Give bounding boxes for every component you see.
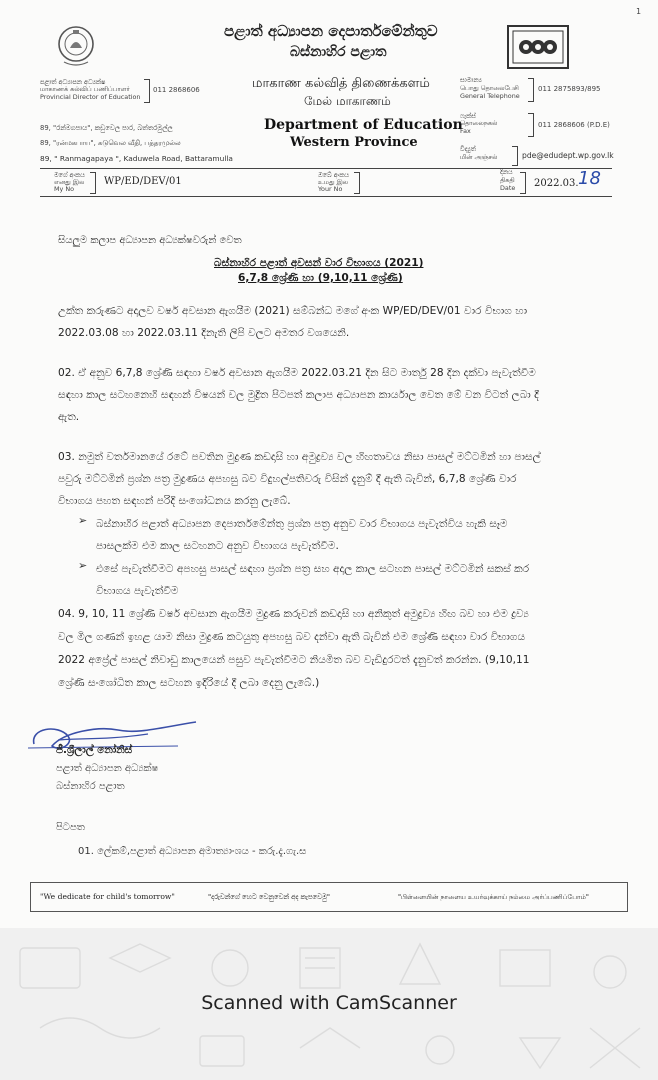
bullet-arrow-icon: ➢ <box>78 559 88 572</box>
general-phone-label-ta: பொது தொலைபேசி <box>460 84 519 92</box>
paragraph-4-line-2: වල මිල ගණන් ඉහළ යාම නිසා මුද්‍රණ කටයුතු අපහසු බව දන්වා ඇති බැවින් එම ශ්‍රේණි සඳහා වාර විභාගය <box>58 631 526 643</box>
date-bracket <box>520 172 526 194</box>
my-no-bracket <box>90 172 96 194</box>
your-no-label-si: ඔබේ අංකය <box>318 171 350 179</box>
general-phone-label-si: සාමාන්‍ය <box>460 76 482 84</box>
address-tamil: 89, "ரன்மகபாய", கடுவெல வீதி, பத்தரமுல்ல <box>40 139 181 147</box>
paragraph-4-line-1: 04. 9, 10, 11 ශ්‍රේණි වර්ෂ අවසාන ඇගයීම මුද්‍රණ කරුවන් කඩදාසි හා අනිකුත් අමුද්‍රව්‍ය හිඟ බව හා එම ද්‍රව්‍ය <box>58 608 529 620</box>
org-title-sinhala: පළාත් අධ්‍යාපන දෙපාර්තමේන්තුව <box>224 22 438 40</box>
your-no-bracket <box>354 172 360 194</box>
date-label-si: දිනය <box>500 168 513 176</box>
email-label-si: විද්‍යුත් <box>460 145 476 153</box>
bullet-2-line-1: එසේ පැවැත්වීමට අපහසු පාසල් සඳහා ප්‍රශ්න පත්‍ර සහ අදාල කාල සටහන පාසල් මට්ටමින් සකස් කර <box>96 563 530 575</box>
my-no-label-si: මගේ අංකය <box>54 171 85 179</box>
addressee: සියලුම කලාප අධ්‍යාපන අධ්‍යක්ෂවරුන් වෙත <box>58 235 242 246</box>
motto-english: "We dedicate for child's tomorrow" <box>40 892 175 901</box>
general-phone-label-en: General Telephone <box>460 92 520 100</box>
paragraph-1-line-2: 2022.03.08 හා 2022.03.11 දිනැති ලිපි වලට අමතර වශයෙනි. <box>58 327 350 339</box>
paragraph-2-line-1: 02. ඒ අනුව 6,7,8 ශ්‍රේණි සඳහා වර්ෂ අවසාන ඇගයීම 2022.03.21 දින සිට මාර්තු 28 දින දක්වා පැවැත්වීම <box>58 367 536 379</box>
address-english: 89, " Ranmagapaya ", Kaduwela Road, Battaramulla <box>40 154 233 163</box>
date-handwritten: 18 <box>578 168 601 189</box>
org-title-tamil: மாகாண கல்வித் திணைக்களம் <box>252 76 430 91</box>
subject-line-2: 6,7,8 ශ්‍රේණි හා (9,10,11 ශ්‍රේණි) <box>238 272 403 284</box>
fax-label-si: ෆැක්ස් <box>460 112 476 120</box>
email-bracket <box>512 146 518 166</box>
fax-bracket <box>528 113 534 137</box>
signatory-title: පළාත් අධ්‍යාපන අධ්‍යක්ෂ <box>56 763 159 774</box>
camscanner-watermark: Scanned with CamScanner <box>201 992 457 1014</box>
fax-label-ta: தொலைநகல் <box>460 119 498 127</box>
date-label-ta: திகதி <box>500 176 515 184</box>
fax-label-en: Fax <box>460 127 471 135</box>
email-address: pde@edudept.wp.gov.lk <box>522 151 614 160</box>
copy-label: පිටපත <box>56 822 85 833</box>
my-no-label-en: My No <box>54 185 75 193</box>
bullet-1-line-2: පාසලක්ම එම කාල සටහනට අනුව විභාගය පැවැත්වීම. <box>96 540 339 552</box>
paragraph-2-line-2: සඳහා කාල සටහනෙහි සඳහන් විෂයන් වල මුද්‍රිත පිටපත් කලාප අධ්‍යාපන කාර්යාල වෙත මේ වන විටත් ලබා දී <box>58 389 539 401</box>
paragraph-3-line-2: පවුරු මට්ටමින් ප්‍රශ්න පත්‍ර මුද්‍රණය අපහසු බව විදුහල්පතිවරු විසින් දැනුම් දී ඇති බැවින්, 6,7,8 ශ්‍රේණි වාර <box>58 473 517 485</box>
paragraph-3-line-3: විභාගය පහත සඳහන් පරිදි සංශෝධනය කරනු ලැබේ. <box>58 495 291 507</box>
director-label-ta: மாகாணக் கல்விப் பணிப்பாளர் <box>40 85 130 93</box>
general-phone-bracket <box>528 78 534 102</box>
my-no-label-ta: எனது இல <box>54 178 85 186</box>
paragraph-4-line-3: 2022 අප්‍රේල් පාසල් නිවාඩු කාලයෙන් පසුව පැවැත්වීමට නියමිත බව වැඩිදුරටත් දැනුවත් කරන්න. (9,10,11 <box>58 654 530 666</box>
scanner-watermark-bar <box>0 928 658 1080</box>
your-no-label-en: Your No <box>318 185 343 193</box>
your-no-label-ta: உமது இல <box>318 178 349 186</box>
bullet-2-line-2: විභාගය පැවැත්වීම <box>96 585 179 597</box>
general-phone-number: 011 2875893/895 <box>538 85 601 93</box>
motto-tamil: "பிள்ளையின் நாளைய உயர்வுக்காய் நம்மை அர்ப்பணிப்போம்" <box>398 893 589 901</box>
director-bracket <box>144 79 150 103</box>
date-printed: 2022.03. <box>534 178 579 189</box>
address-sinhala: 89, "රන්මගපාය", කඩුවෙල පාර, බත්තරමුල්ල <box>40 124 173 132</box>
department-logo-icon <box>506 24 570 70</box>
copy-item: 01. ලේකම්,පළාත් අධ්‍යාපන අමාත්‍යාංශය - කරු.දැ.ගැ.ස <box>78 846 307 857</box>
email-label-ta: மின் அஞ்சல் <box>460 153 498 161</box>
header-divider-bottom <box>40 196 612 197</box>
bullet-arrow-icon: ➢ <box>78 514 88 527</box>
fax-number: 011 2868606 (P.D.E) <box>538 121 610 129</box>
bullet-1-line-1: බස්නාහිර පළාත් අධ්‍යාපන දෙපාර්තමේන්තු ප්‍රශ්න පත්‍ර අනුව වාර විභාගය පැවැත්විය හැකි සෑම <box>96 518 508 530</box>
province-title-english: Western Province <box>290 135 418 150</box>
signatory-province: බස්නාහිර පළාත <box>56 781 125 792</box>
sri-lanka-emblem-icon <box>56 24 96 68</box>
org-title-english: Department of Education <box>264 117 463 133</box>
signatory-name: ජී.ශ්‍රීලාල් නෝනිස් <box>56 744 133 756</box>
director-label-si: පළාත් අධ්‍යාපන අධ්‍යක්ෂ <box>40 78 106 86</box>
motto-sinhala: "දරුවන්ගේ හෙට වෙනුවෙන් අද කැපවෙමු" <box>208 893 331 901</box>
subject-line-1: බස්නාහිර පළාත් අවසන් වාර විභාගය (2021) <box>214 257 424 269</box>
date-label-en: Date <box>500 184 516 192</box>
paragraph-3-line-1: 03. නමුත් වර්තමානයේ රටේ පවතින මුද්‍රණ කඩදාසි හා අමුද්‍රව්‍ය වල හිඟතාවය නිසා පාසල් මට්ටමින් හා පාසල් <box>58 451 541 463</box>
paragraph-4-line-4: ශ්‍රේණි සංශෝධිත කාල සටහන ඉදිරියේ දී ලබා දෙනු ලැබේ.) <box>58 677 320 689</box>
province-title-tamil: மேல் மாகாணம் <box>304 94 391 108</box>
header-divider-top <box>40 168 612 169</box>
my-no-value: WP/ED/DEV/01 <box>104 176 182 187</box>
province-title-sinhala: බස්නාහිර පළාත <box>290 44 387 60</box>
paragraph-1-line-1: උක්ත කරුණට අදාලව වර්ෂ අවසාන ඇගයීම (2021) සම්බන්ධ මගේ අංක WP/ED/DEV/01 වාර විභාග හා <box>58 305 528 317</box>
paragraph-2-line-3: ඇත. <box>58 411 80 423</box>
director-phone: 011 2868606 <box>153 86 200 94</box>
director-label-en: Provincial Director of Education <box>40 93 141 101</box>
page-number: 1 <box>636 7 642 16</box>
